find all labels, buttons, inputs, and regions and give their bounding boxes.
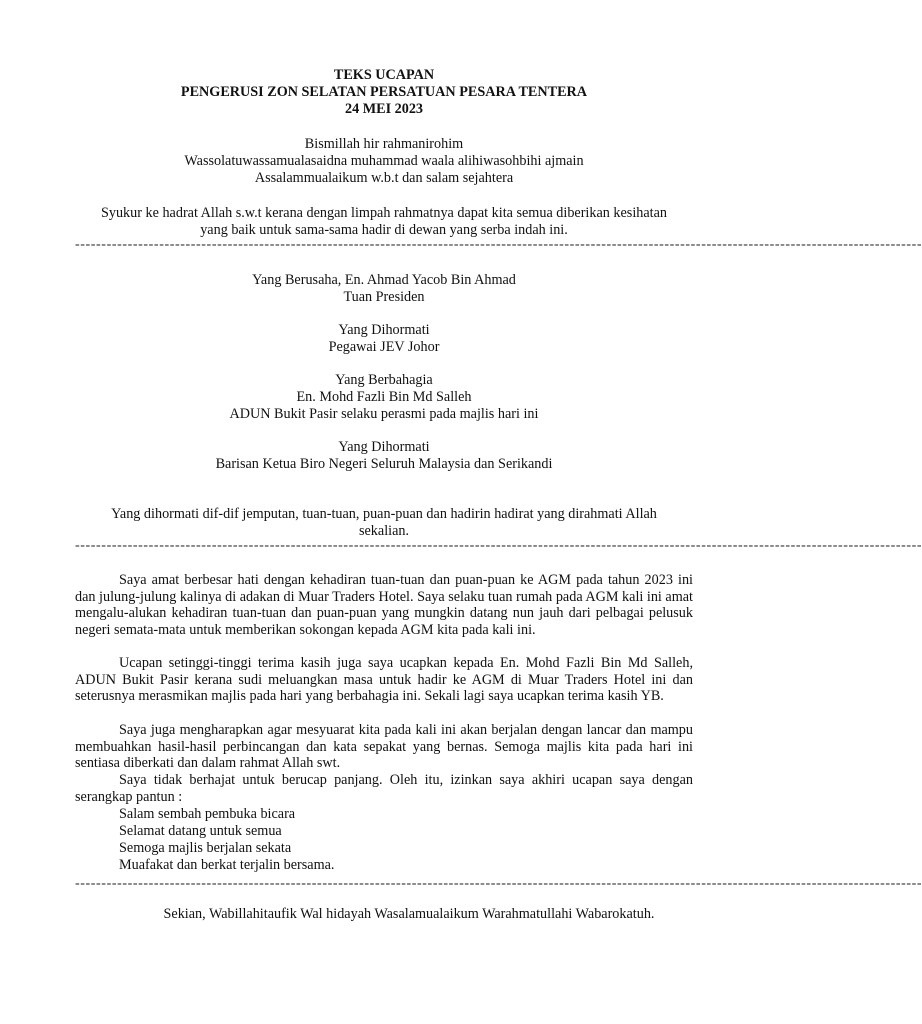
- pantun-line: Selamat datang untuk semua: [119, 823, 282, 839]
- salutation-guest-role: ADUN Bukit Pasir selaku perasmi pada majlis hari ini: [229, 406, 539, 422]
- salutation-bureau: Barisan Ketua Biro Negeri Seluruh Malaysia dan Serikandi: [215, 456, 553, 472]
- pantun-line: Semoga majlis berjalan sekata: [119, 840, 292, 856]
- salutation-honorific: Yang Dihormati: [338, 322, 430, 338]
- salutation-president-name: Yang Berusaha, En. Ahmad Yacob Bin Ahmad: [252, 272, 516, 288]
- salutation-president-title: Tuan Presiden: [343, 289, 425, 305]
- dashed-divider: -----------------------------------------------------------------------------------------------------------------------------------------------------------------: [75, 237, 922, 252]
- pantun-line: Salam sembah pembuka bicara: [119, 806, 296, 822]
- gratitude-line-1: Syukur ke hadrat Allah s.w.t kerana dengan limpah rahmatnya dapat kita semua diberikan kesihatan: [100, 205, 667, 221]
- body-paragraph-2: Ucapan setinggi-tinggi terima kasih juga saya ucapkan kepada En. Mohd Fazli Bin Md Salleh, ADUN Bukit Pasir kerana sudi meluangkan masa untuk hadir ke AGM di Muar Traders Hotel ini dan seterusnya merasmikan majlis pada hari yang berbahagia ini. Sekali lagi saya ucapkan terima kasih YB.: [75, 655, 693, 705]
- document-date: 24 MEI 2023: [344, 101, 424, 117]
- body-paragraph-4: Saya tidak berhajat untuk berucap panjang. Oleh itu, izinkan saya akhiri ucapan saya dengan serangkap pantun :: [75, 772, 693, 805]
- gratitude-line-2: yang baik untuk sama-sama hadir di dewan yang serba indah ini.: [200, 222, 568, 238]
- dashed-divider: -----------------------------------------------------------------------------------------------------------------------------------------------------------------: [75, 876, 922, 891]
- opening-line-salam: Assalammualaikum w.b.t dan salam sejahtera: [254, 170, 514, 186]
- pantun-verse: [119, 806, 679, 874]
- body-paragraph-3: Saya juga mengharapkan agar mesyuarat kita pada kali ini akan berjalan dengan lancar dan mampu membuahkan hasil-hasil perbincangan dan kata sepakat yang bernas. Semoga majlis kita pada hari ini sentiasa diberkati dan dalam rahmat Allah swt.: [75, 722, 693, 772]
- salutation-officer: Pegawai JEV Johor: [328, 339, 440, 355]
- opening-line-basmalah: Bismillah hir rahmanirohim: [304, 136, 464, 152]
- document-subtitle: PENGERUSI ZON SELATAN PERSATUAN PESARA TENTERA: [180, 84, 588, 100]
- guests-line-1: Yang dihormati dif-dif jemputan, tuan-tuan, puan-puan dan hadirin hadirat yang dirahmati Allah: [111, 506, 657, 522]
- body-paragraph-1: Saya amat berbesar hati dengan kehadiran tuan-tuan dan puan-puan ke AGM pada tahun 2023 ini dan julung-julung kalinya di adakan di Muar Traders Hotel. Saya selaku tuan rumah pada AGM kali ini amat mengalu-alukan kehadiran tuan-tuan dan puan-puan yang mungkin datang nun jauh dari pelbagai pelusuk negeri semata-mata untuk memberikan sokongan kepada AGM kita pada kali ini.: [75, 572, 693, 638]
- pantun-line: Muafakat dan berkat terjalin bersama.: [119, 857, 335, 873]
- dashed-divider: -----------------------------------------------------------------------------------------------------------------------------------------------------------------: [75, 538, 922, 553]
- document-title: TEKS UCAPAN: [333, 67, 435, 83]
- salutation-honorific: Yang Berbahagia: [335, 372, 433, 388]
- salutation-guest-name: En. Mohd Fazli Bin Md Salleh: [296, 389, 472, 405]
- opening-line-salawat: Wassolatuwassamualasaidna muhammad waala alihiwasohbihi ajmain: [184, 153, 584, 169]
- salutation-honorific: Yang Dihormati: [338, 439, 430, 455]
- closing-line: Sekian, Wabillahitaufik Wal hidayah Wasalamualaikum Warahmatullahi Wabarokatuh.: [163, 906, 655, 922]
- guests-line-2: sekalian.: [358, 523, 410, 539]
